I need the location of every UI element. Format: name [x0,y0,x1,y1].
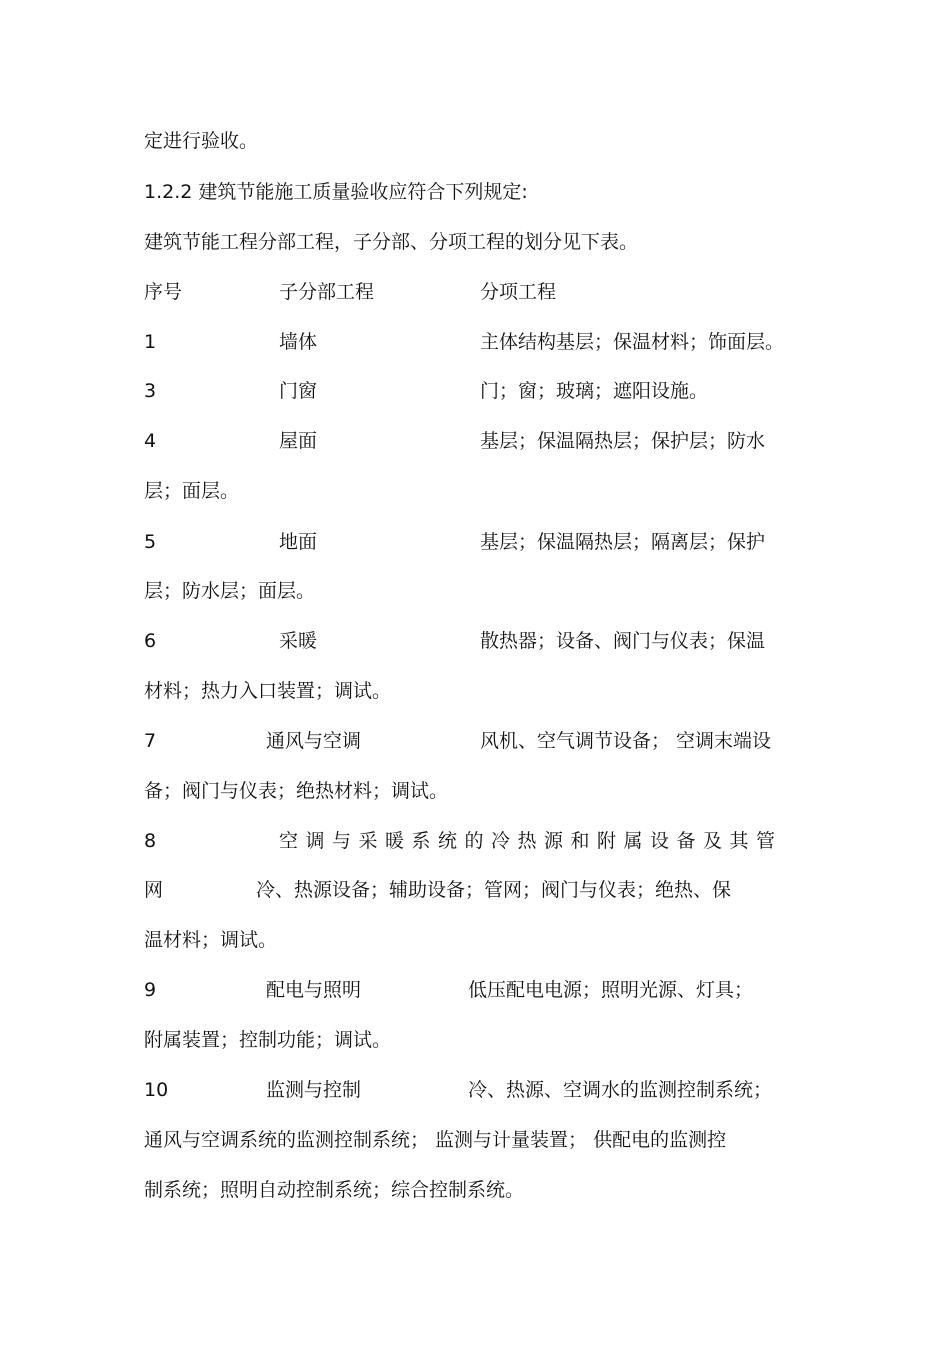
row-subdivision: 采暖 [279,630,318,652]
row-subdivision: 配电与照明 [266,979,362,1001]
row-items: 门；窗；玻璃；遮阳设施。 [480,380,709,402]
row-items-continued: 层；防水层；面层。 [144,580,316,602]
row-number: 3 [144,380,157,402]
row-items-continued: 通风与空调系统的监测控制系统； 监测与计量装置； 供配电的监测控 [144,1129,727,1151]
row-number: 6 [144,630,157,652]
header-col-no: 序号 [144,281,183,303]
row-items: 散热器；设备、阀门与仪表；保温 [480,630,766,652]
row-items: 基层；保温隔热层；隔离层；保护 [480,531,766,553]
row-subdivision: 屋面 [279,430,318,452]
row-subdivision: 监测与控制 [266,1079,362,1101]
row-subdivision: 空调与采暖系统的冷热源和附属设备及其管 [279,830,783,852]
row-number: 5 [144,531,157,553]
row-number: 8 [144,830,157,852]
row-subdivision: 墙体 [279,331,318,353]
row-items-continued: 备；阀门与仪表；绝热材料；调试。 [144,780,449,802]
intro-paragraph: 建筑节能工程分部工程，子分部、分项工程的划分见下表。 [144,231,639,253]
row-items-continued: 温材料；调试。 [144,929,278,951]
row-items-continued: 附属装置；控制功能；调试。 [144,1029,392,1051]
section-heading: 1.2.2 建筑节能施工质量验收应符合下列规定: [144,181,528,203]
row-items: 冷、热源设备；辅助设备；管网；阀门与仪表；绝热、保 [256,879,732,901]
row-items: 主体结构基层；保温材料；饰面层。 [480,331,785,353]
row-subdivision: 地面 [279,531,318,553]
header-col-item: 分项工程 [480,281,557,303]
row-items: 风机、空气调节设备； 空调末端设 [480,730,772,752]
row-number: 10 [144,1079,169,1101]
row-subdivision: 通风与空调 [266,730,362,752]
row-number: 4 [144,430,157,452]
header-col-subdivision: 子分部工程 [279,281,375,303]
row-items-continued: 层；面层。 [144,480,240,502]
row-items: 低压配电电源；照明光源、灯具； [468,979,754,1001]
row-items: 基层；保温隔热层；保护层；防水 [480,430,766,452]
row-items: 冷、热源、空调水的监测控制系统； [468,1079,773,1101]
row-number: 7 [144,730,157,752]
row-subdivision-continued: 网 [144,879,164,901]
row-number: 9 [144,979,157,1001]
row-items-continued: 材料；热力入口装置；调试。 [144,680,392,702]
row-number: 1 [144,331,157,353]
continuation-line: 定进行验收。 [144,130,259,152]
row-subdivision: 门窗 [279,380,318,402]
row-items-continued: 制系统；照明自动控制系统；综合控制系统。 [144,1179,525,1201]
